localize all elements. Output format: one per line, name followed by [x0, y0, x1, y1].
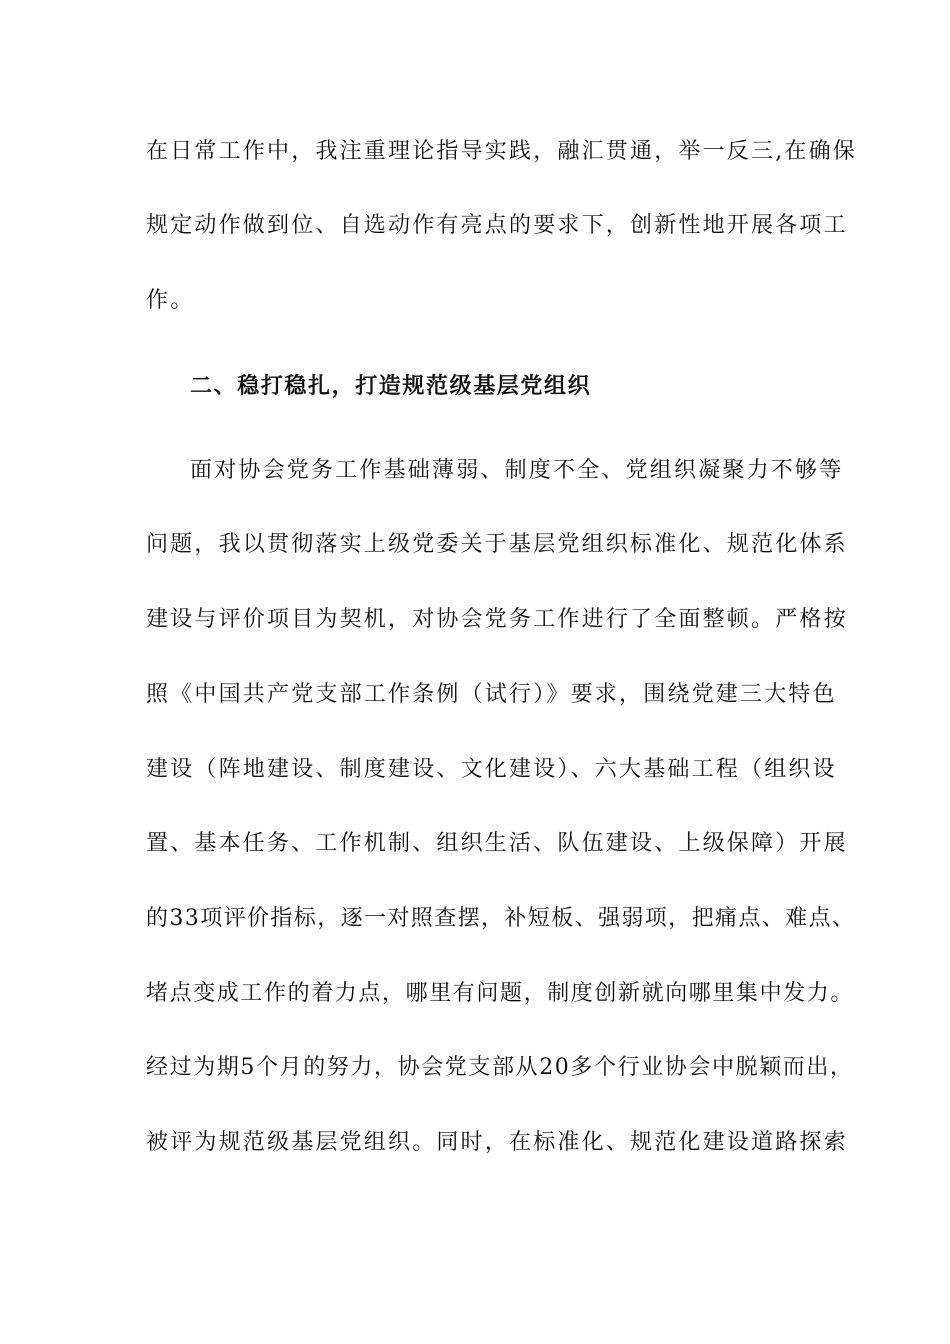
paragraph-2-line-2: 问题，我以贯彻落实上级党委关于基层党组织标准化、规范化体系	[146, 532, 848, 557]
paragraph-1-line-1: 在日常工作中，我注重理论指导实践，融汇贯通，举一反三,在确保	[146, 139, 857, 164]
paragraph-2-line-5: 建设（阵地建设、制度建设、文化建设）、六大基础工程（组织设	[146, 757, 837, 782]
paragraph-2-line-1: 面对协会党务工作基础薄弱、制度不全、党组织凝聚力不够等	[190, 458, 844, 483]
paragraph-2-line-4: 照《中国共产党支部工作条例（试行）》要求，围绕党建三大特色	[146, 682, 837, 707]
paragraph-1-line-3: 作。	[146, 288, 195, 313]
paragraph-2-line-3: 建设与评价项目为契机，对协会党务工作进行了全面整顿。严格按	[146, 607, 848, 632]
paragraph-2-line-9: 经过为期5个月的努力，协会党支部从20多个行业协会中脱颖而出，	[146, 1055, 854, 1080]
section-heading: 二、稳打稳扎，打造规范级基层党组织	[190, 374, 592, 399]
paragraph-2-line-6: 置、基本任务、工作机制、组织生活、队伍建设、上级保障）开展	[146, 831, 848, 856]
paragraph-1-line-2: 规定动作做到位、自选动作有亮点的要求下，创新性地开展各项工	[146, 213, 848, 238]
paragraph-2-line-7: 的33项评价指标，逐一对照查摆，补短板、强弱项，把痛点、难点、	[146, 906, 856, 931]
paragraph-2-line-10: 被评为规范级基层党组织。同时，在标准化、规范化建设道路探索	[146, 1130, 848, 1155]
paragraph-2-line-8: 堵点变成工作的着力点，哪里有问题，制度创新就向哪里集中发力。	[146, 981, 855, 1006]
